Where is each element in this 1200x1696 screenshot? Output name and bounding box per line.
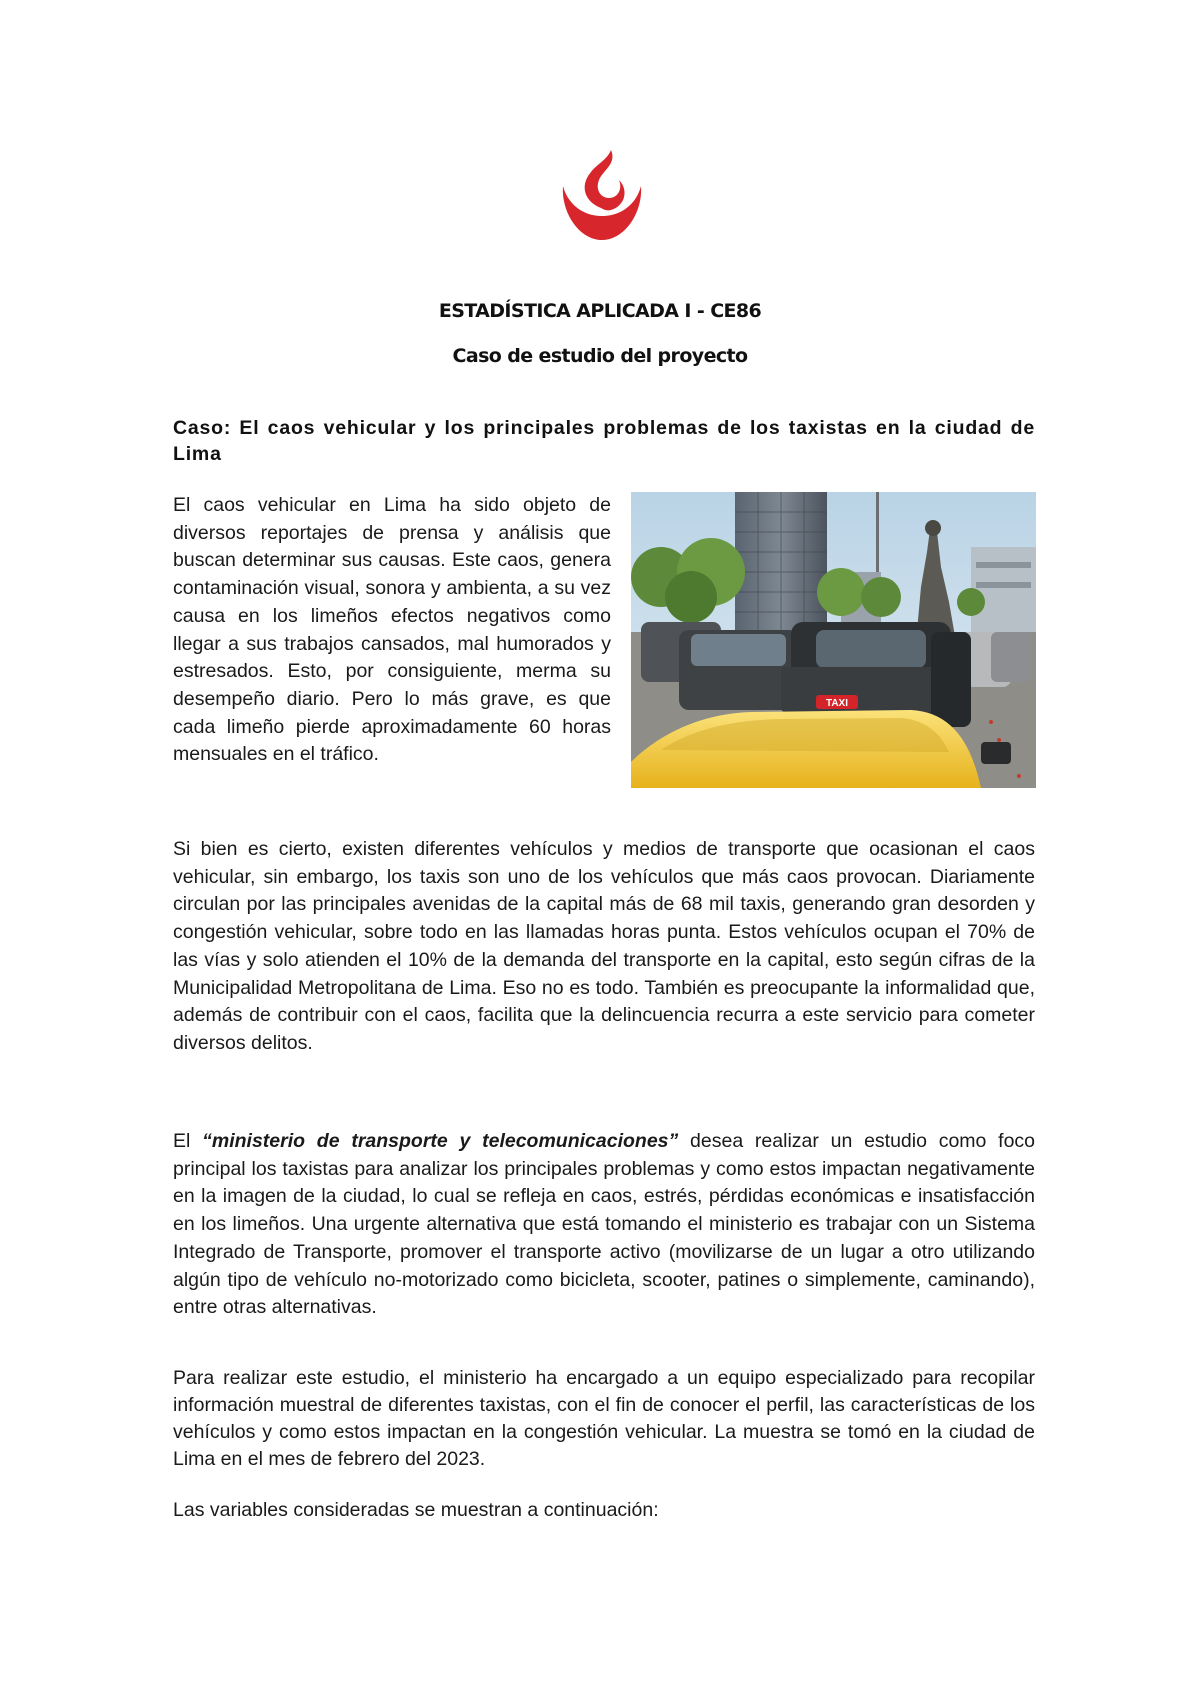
taxi-sign-label: TAXI [825, 698, 849, 709]
course-subtitle: Caso de estudio del proyecto [452, 345, 748, 367]
course-title: ESTADÍSTICA APLICADA I - CE86 [438, 300, 762, 322]
university-logo [557, 150, 647, 242]
ministry-text-start: El [173, 1130, 203, 1152]
variables-intro: Las variables consideradas se muestran a continuación: [173, 1499, 659, 1521]
body-paragraph-ministry [173, 1128, 1035, 1322]
intro-paragraph: El caos vehicular en Lima ha sido objeto de diversos reportajes de prensa y análisis que buscan determinar sus causas. Este caos, genera contaminación visual, sonora y ambienta, a su vez causa en los limeños efectos negativos como llegar a sus trabajos cansados, mal humorados y estresados. Esto, por consiguiente, merma su desempeño diario. Pero lo más grave, es que cada limeño pierde aproximadamente 60 horas mensuales en el tráfico. [173, 494, 611, 766]
body-paragraph-study: Para realizar este estudio, el ministerio ha encargado a un equipo especializado para recopilar información muestral de diferentes taxistas, con el fin de conocer el perfil, las características de los vehículos y como estos impactan en la congestión vehicular. La muestra se tomó en la ciudad de Lima en el mes de febrero del 2023. [173, 1367, 1035, 1470]
ministry-text-rest: desea realizar un estudio como foco principal los taxistas para analizar los principales problemas y como estos impactan negativamente en la imagen de la ciudad, lo cual se refleja en caos, estrés, pérdidas económicas e insatisfacción en los limeños. Una urgente alternativa que está tomando el ministerio es trabajar con un Sistema Integrado de Transporte, promover el transporte activo (movilizarse de un lugar a otro utilizando algún tipo de vehículo no-motorizado como bicicleta, scooter, patines o simplemente, caminando), entre otras alternativas. [173, 1130, 1036, 1319]
body-paragraph-taxis: Si bien es cierto, existen diferentes vehículos y medios de transporte que ocasionan el caos vehicular, sin embargo, los taxis son uno de los vehículos que más caos provocan. Diariamente circulan por las principales avenidas de la capital más de 68 mil taxis, generando gran desorden y congestión vehicular, sobre todo en las llamadas horas punta. Estos vehículos ocupan el 70% de las vías y solo atienden el 10% de la demanda del transporte en la capital, esto según cifras de la Municipalidad Metropolitana de Lima. Eso no es todo. También es preocupante la informalidad que, además de contribuir con el caos, facilita que la delincuencia recurra a este servicio para cometer diversos delitos. [173, 838, 1035, 1054]
traffic-photo [631, 492, 1036, 788]
ministry-name-emphasis: “ministerio de transporte y telecomunicaciones” [202, 1130, 679, 1152]
case-title: Caso: El caos vehicular y los principales problemas de los taxistas en la ciudad de Lima [173, 417, 1035, 465]
